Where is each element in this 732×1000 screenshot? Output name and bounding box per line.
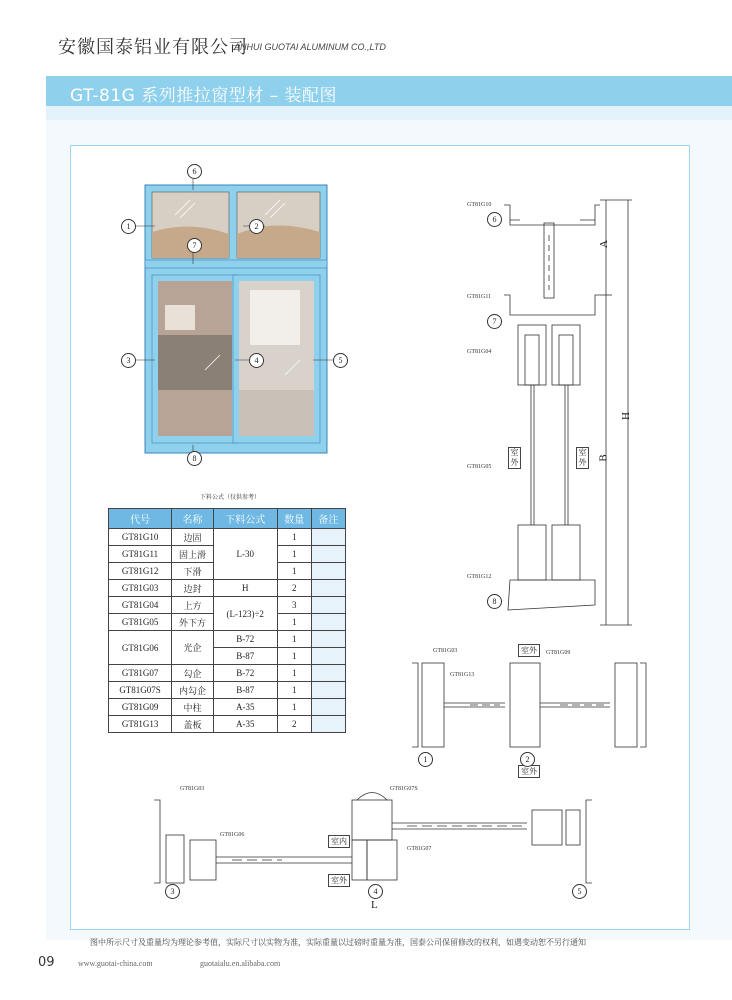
marker-2: 2: [249, 219, 264, 234]
cell-note: [311, 648, 345, 665]
window-elevation: [115, 160, 355, 470]
cell-formula: B-72: [213, 665, 277, 682]
cell-code: GT81G12: [109, 563, 172, 580]
footer-disclaimer: 图中所示尺寸及重量均为理论参考值，实际尺寸以实物为准，实际重量以过磅时重量为准，国泰公司保留修改的权利，如遇变动恕不另行通知: [90, 938, 586, 947]
cell-formula: B-72: [213, 631, 277, 648]
vs-marker-7: 7: [487, 314, 502, 329]
cell-qty: 1: [277, 614, 311, 631]
cell-qty: 3: [277, 597, 311, 614]
col-formula: 下料公式: [213, 509, 277, 529]
table-row: [109, 529, 346, 546]
hs-marker-4: 4: [368, 884, 383, 899]
cell-qty: 1: [277, 546, 311, 563]
table-row: [109, 682, 346, 699]
cell-name: 光企: [172, 631, 214, 665]
cell-name: 边固: [172, 529, 214, 546]
vs-marker-8: 8: [487, 594, 502, 609]
dim-a: A: [597, 240, 610, 248]
table-row: [109, 580, 346, 597]
table-row: [109, 716, 346, 733]
cell-qty: 1: [277, 631, 311, 648]
cell-note: [311, 529, 345, 546]
cell-note: [311, 563, 345, 580]
vs-marker-6: 6: [487, 212, 502, 227]
marker-3: 3: [121, 353, 136, 368]
cell-name: 勾企: [172, 665, 214, 682]
hs-marker-2: 2: [520, 752, 535, 767]
cell-note: [311, 614, 345, 631]
part-label-gt81g13: GT81G13: [450, 672, 475, 678]
part-label-gt81g12: GT81G12: [467, 574, 492, 580]
cell-note: [311, 682, 345, 699]
cell-code: GT81G13: [109, 716, 172, 733]
cell-name: 固上滑: [172, 546, 214, 563]
cell-formula: B-87: [213, 682, 277, 699]
dim-h: H: [619, 412, 632, 420]
table-row: [109, 597, 346, 614]
cell-code: GT81G09: [109, 699, 172, 716]
table-header-row: [109, 509, 346, 529]
cell-qty: 2: [277, 716, 311, 733]
table-caption: 下料公式（仅供参考）: [200, 495, 261, 501]
col-qty: 数量: [277, 509, 311, 529]
outdoor-label-sliding: 室外: [328, 874, 350, 887]
marker-8: 8: [187, 451, 202, 466]
cell-note: [311, 716, 345, 733]
hs-marker-3: 3: [165, 884, 180, 899]
cell-name: 中柱: [172, 699, 214, 716]
part-label-gt81g07s: GT81G07S: [390, 786, 418, 792]
col-name: 名称: [172, 509, 214, 529]
cell-name: 下滑: [172, 563, 214, 580]
cell-note: [311, 597, 345, 614]
alibaba-url: guotaialu.en.alibaba.com: [200, 959, 281, 968]
company-name-cn: 安徽国泰铝业有限公司: [58, 37, 248, 58]
outdoor-label-left: 室外: [508, 447, 521, 469]
cell-code: GT81G06: [109, 631, 172, 665]
cell-qty: 1: [277, 563, 311, 580]
cell-code: GT81G07: [109, 665, 172, 682]
part-label-gt81g03-b: GT81G03: [180, 786, 205, 792]
banner-strip: [46, 106, 732, 120]
marker-7: 7: [187, 238, 202, 253]
indoor-label: 室内: [328, 835, 350, 848]
hs-marker-5: 5: [572, 884, 587, 899]
marker-6: 6: [187, 164, 202, 179]
page-number: 09: [38, 955, 55, 970]
part-label-gt81g05: GT81G05: [467, 464, 492, 470]
table-row: [109, 631, 346, 648]
cell-formula: (L-123)÷2: [213, 597, 277, 631]
marker-1: 1: [121, 219, 136, 234]
cell-note: [311, 631, 345, 648]
hs-marker-1: 1: [418, 752, 433, 767]
cell-code: GT81G03: [109, 580, 172, 597]
page-title: GT-81G 系列推拉窗型材 – 装配图: [70, 86, 338, 106]
cell-qty: 2: [277, 580, 311, 597]
cell-note: [311, 546, 345, 563]
part-label-gt81g04: GT81G04: [467, 349, 492, 355]
marker-4: 4: [249, 353, 264, 368]
cell-qty: 1: [277, 529, 311, 546]
cell-qty: 1: [277, 648, 311, 665]
cell-name: 内勾企: [172, 682, 214, 699]
part-label-gt81g11: GT81G11: [467, 294, 492, 300]
cell-formula: A-35: [213, 716, 277, 733]
part-label-gt81g07: GT81G07: [407, 846, 432, 852]
cell-code: GT81G07S: [109, 682, 172, 699]
company-name-en: ANHUI GUOTAI ALUMINUM CO.,LTD: [234, 42, 386, 52]
cell-code: GT81G04: [109, 597, 172, 614]
cell-formula: B-87: [213, 648, 277, 665]
part-label-gt81g09: GT81G09: [546, 650, 571, 656]
cell-name: 盖板: [172, 716, 214, 733]
part-label-gt81g06: GT81G06: [220, 832, 245, 838]
cell-qty: 1: [277, 682, 311, 699]
cell-formula: L-30: [213, 529, 277, 580]
cell-note: [311, 699, 345, 716]
cell-qty: 1: [277, 665, 311, 682]
cell-code: GT81G10: [109, 529, 172, 546]
cell-note: [311, 580, 345, 597]
cell-note: [311, 665, 345, 682]
cell-formula: A-35: [213, 699, 277, 716]
horizontal-section-fixed: [410, 655, 660, 755]
cell-name: 上方: [172, 597, 214, 614]
table-row: [109, 665, 346, 682]
cutting-table: [108, 508, 346, 733]
table-row: [109, 699, 346, 716]
col-note: 备注: [311, 509, 345, 529]
outdoor-label-right: 室外: [576, 447, 589, 469]
dim-b: B: [597, 454, 610, 462]
website-url: www.guotai-china.com: [78, 959, 153, 968]
cell-formula: H: [213, 580, 277, 597]
cell-code: GT81G11: [109, 546, 172, 563]
part-label-gt81g10: GT81G10: [467, 202, 492, 208]
horizontal-section-sliding: [152, 785, 602, 895]
outdoor-label-fixed-top: 室外: [518, 644, 540, 657]
part-label-gt81g03-a: GT81G03: [433, 648, 458, 654]
dim-l: L: [371, 899, 378, 911]
cell-name: 边封: [172, 580, 214, 597]
cell-qty: 1: [277, 699, 311, 716]
cell-code: GT81G05: [109, 614, 172, 631]
col-code: 代号: [109, 509, 172, 529]
marker-5: 5: [333, 353, 348, 368]
outdoor-label-fixed-bottom: 室外: [518, 765, 540, 778]
cell-name: 外下方: [172, 614, 214, 631]
